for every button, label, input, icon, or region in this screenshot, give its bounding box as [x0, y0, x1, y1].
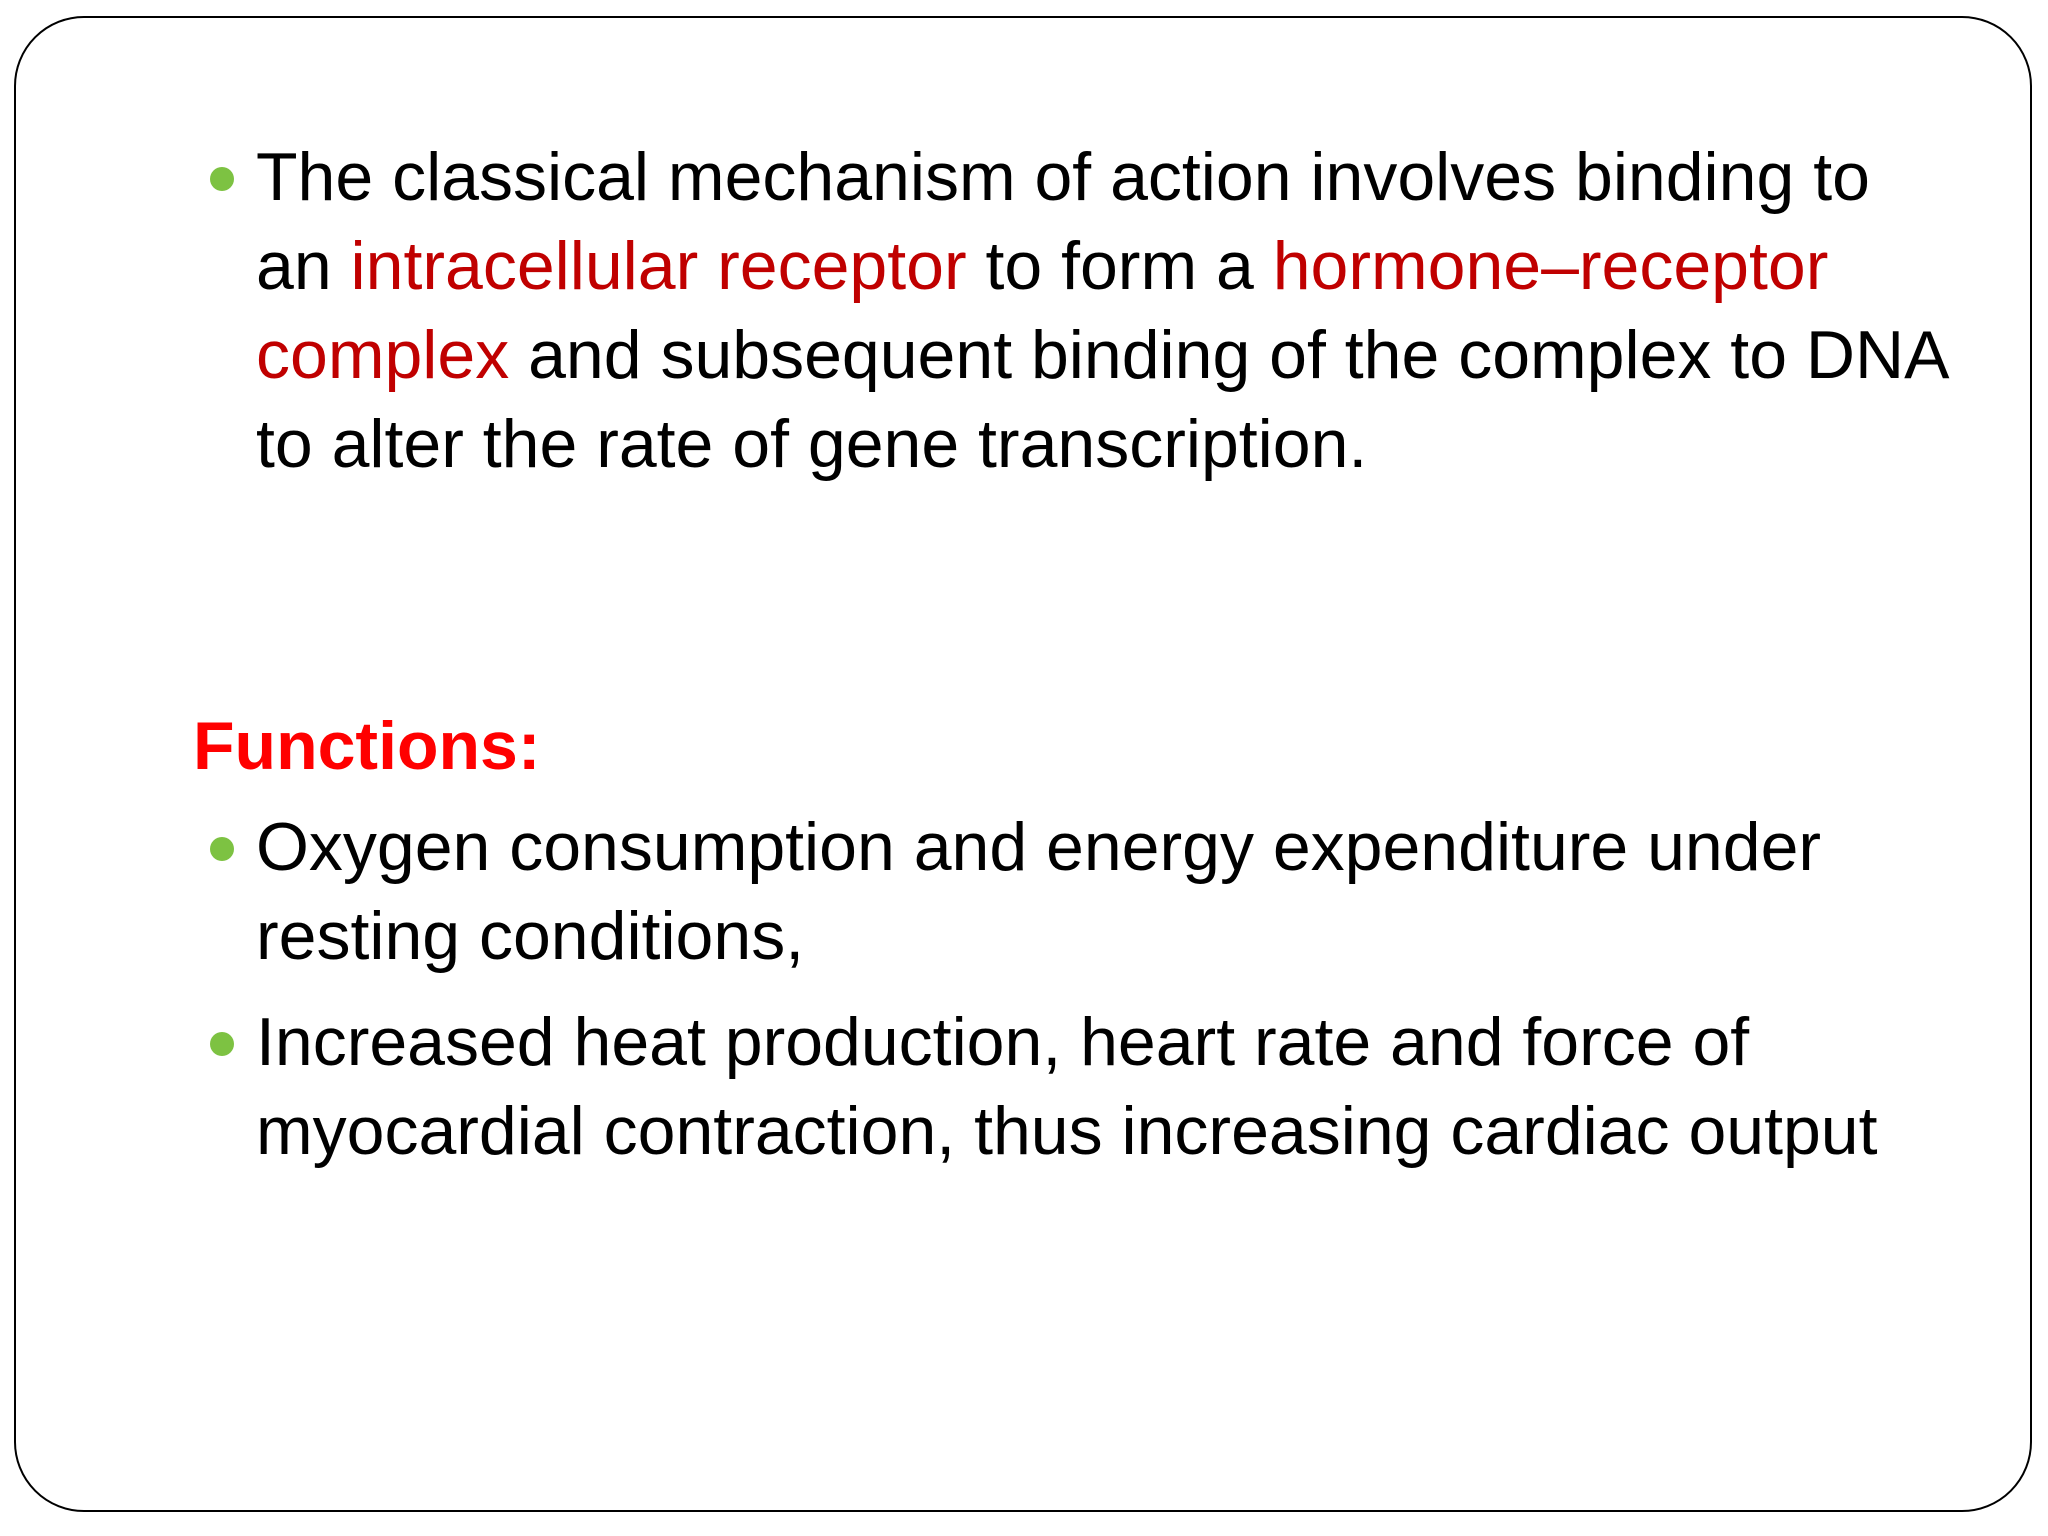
bullet-dot-icon: [210, 167, 234, 191]
functions-heading: Functions:: [193, 708, 541, 784]
mechanism-text-3: and subsequent binding of the complex to DNA to alter the rate of gene transcription.: [256, 317, 1946, 482]
bullet-dot-icon: [210, 837, 234, 861]
mechanism-text-2: to form a: [966, 228, 1273, 304]
function-item-heat: [256, 998, 1956, 1176]
bullet-dot-icon: [210, 1032, 234, 1056]
slide-content: [16, 18, 2030, 1510]
function-item-text: Oxygen consumption and energy expenditure under resting conditions,: [256, 809, 1822, 974]
intracellular-receptor-term: intracellular receptor: [350, 228, 967, 304]
function-item-oxygen: [256, 803, 1956, 981]
function-item-text: Increased heat production, heart rate and force of myocardial contraction, thus increasing cardiac output: [256, 1004, 1878, 1169]
slide-frame: [14, 16, 2032, 1512]
mechanism-text-1: The classical mechanism of action involves binding to an: [256, 139, 1870, 304]
hormone-receptor-complex-term: hormone–receptor complex: [256, 228, 1829, 393]
bullet-item-mechanism: [256, 133, 1956, 489]
